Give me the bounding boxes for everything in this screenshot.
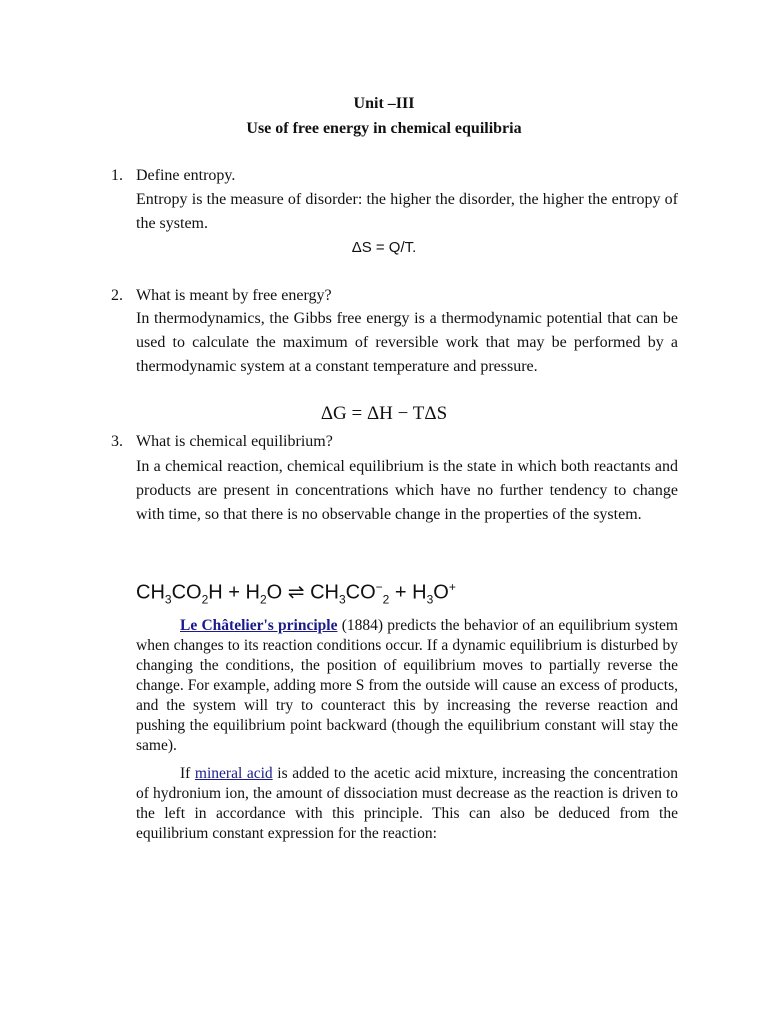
question-text: What is chemical equilibrium? (136, 433, 333, 450)
question-text: Define entropy. (136, 167, 236, 184)
question-text: What is meant by free energy? (136, 287, 332, 304)
answer-text: Entropy is the measure of disorder: the higher the disorder, the higher the entropy of the system. (136, 191, 678, 232)
question-number: 3. (111, 433, 123, 450)
lechatelier-paragraph: Le Châtelier's principle (1884) predicts the behavior of an equilibrium system when changes to its reaction conditions occur. If a dynamic equilibrium is disturbed by changing the conditions, the position of equilibrium moves to partially reverse the change. For example, adding more S from the outside will cause an excess of products, and the system will try to counteract this by increasing the reverse reaction and pushing the equilibrium point backward (though the equilibrium constant will stay the same). (136, 617, 678, 754)
page-title: Use of free energy in chemical equilibria (246, 120, 522, 137)
chemical-equation: $CH_3CO_2H + H_2O$ ⇌ $CH_3CO^-_2 + H_3O^+$ (136, 580, 456, 607)
mineral-acid-link[interactable]: mineral acid (194, 765, 273, 782)
answer-text: In thermodynamics, the Gibbs free energy is a thermodynamic potential that can be used to calculate the maximum of reversible work that may be performed by a thermodynamic system at a constant temperature and pressure. (136, 310, 678, 375)
lechatelier-link[interactable]: Le Châtelier's principle (180, 617, 338, 634)
unit-heading: Unit –III (353, 95, 415, 112)
entropy-formula: ΔS = Q/T. (351, 239, 417, 256)
gibbs-formula: ΔG = ΔH − TΔS (320, 403, 448, 424)
mineral-acid-paragraph: If mineral acid is added to the acetic acid mixture, increasing the concentration of hydronium ion, the amount of dissociation must decrease as the reaction is driven to the left in accordance with this principle. This can also be deduced from the equilibrium constant expression for the reaction: (136, 765, 679, 842)
answer-text: In a chemical reaction, chemical equilibrium is the state in which both reactants and products are present in concentrations which have no further tendency to change with time, so that there is no observable change in the properties of the system. (136, 458, 678, 523)
question-number: 1. (111, 167, 123, 184)
question-number: 2. (111, 287, 123, 304)
